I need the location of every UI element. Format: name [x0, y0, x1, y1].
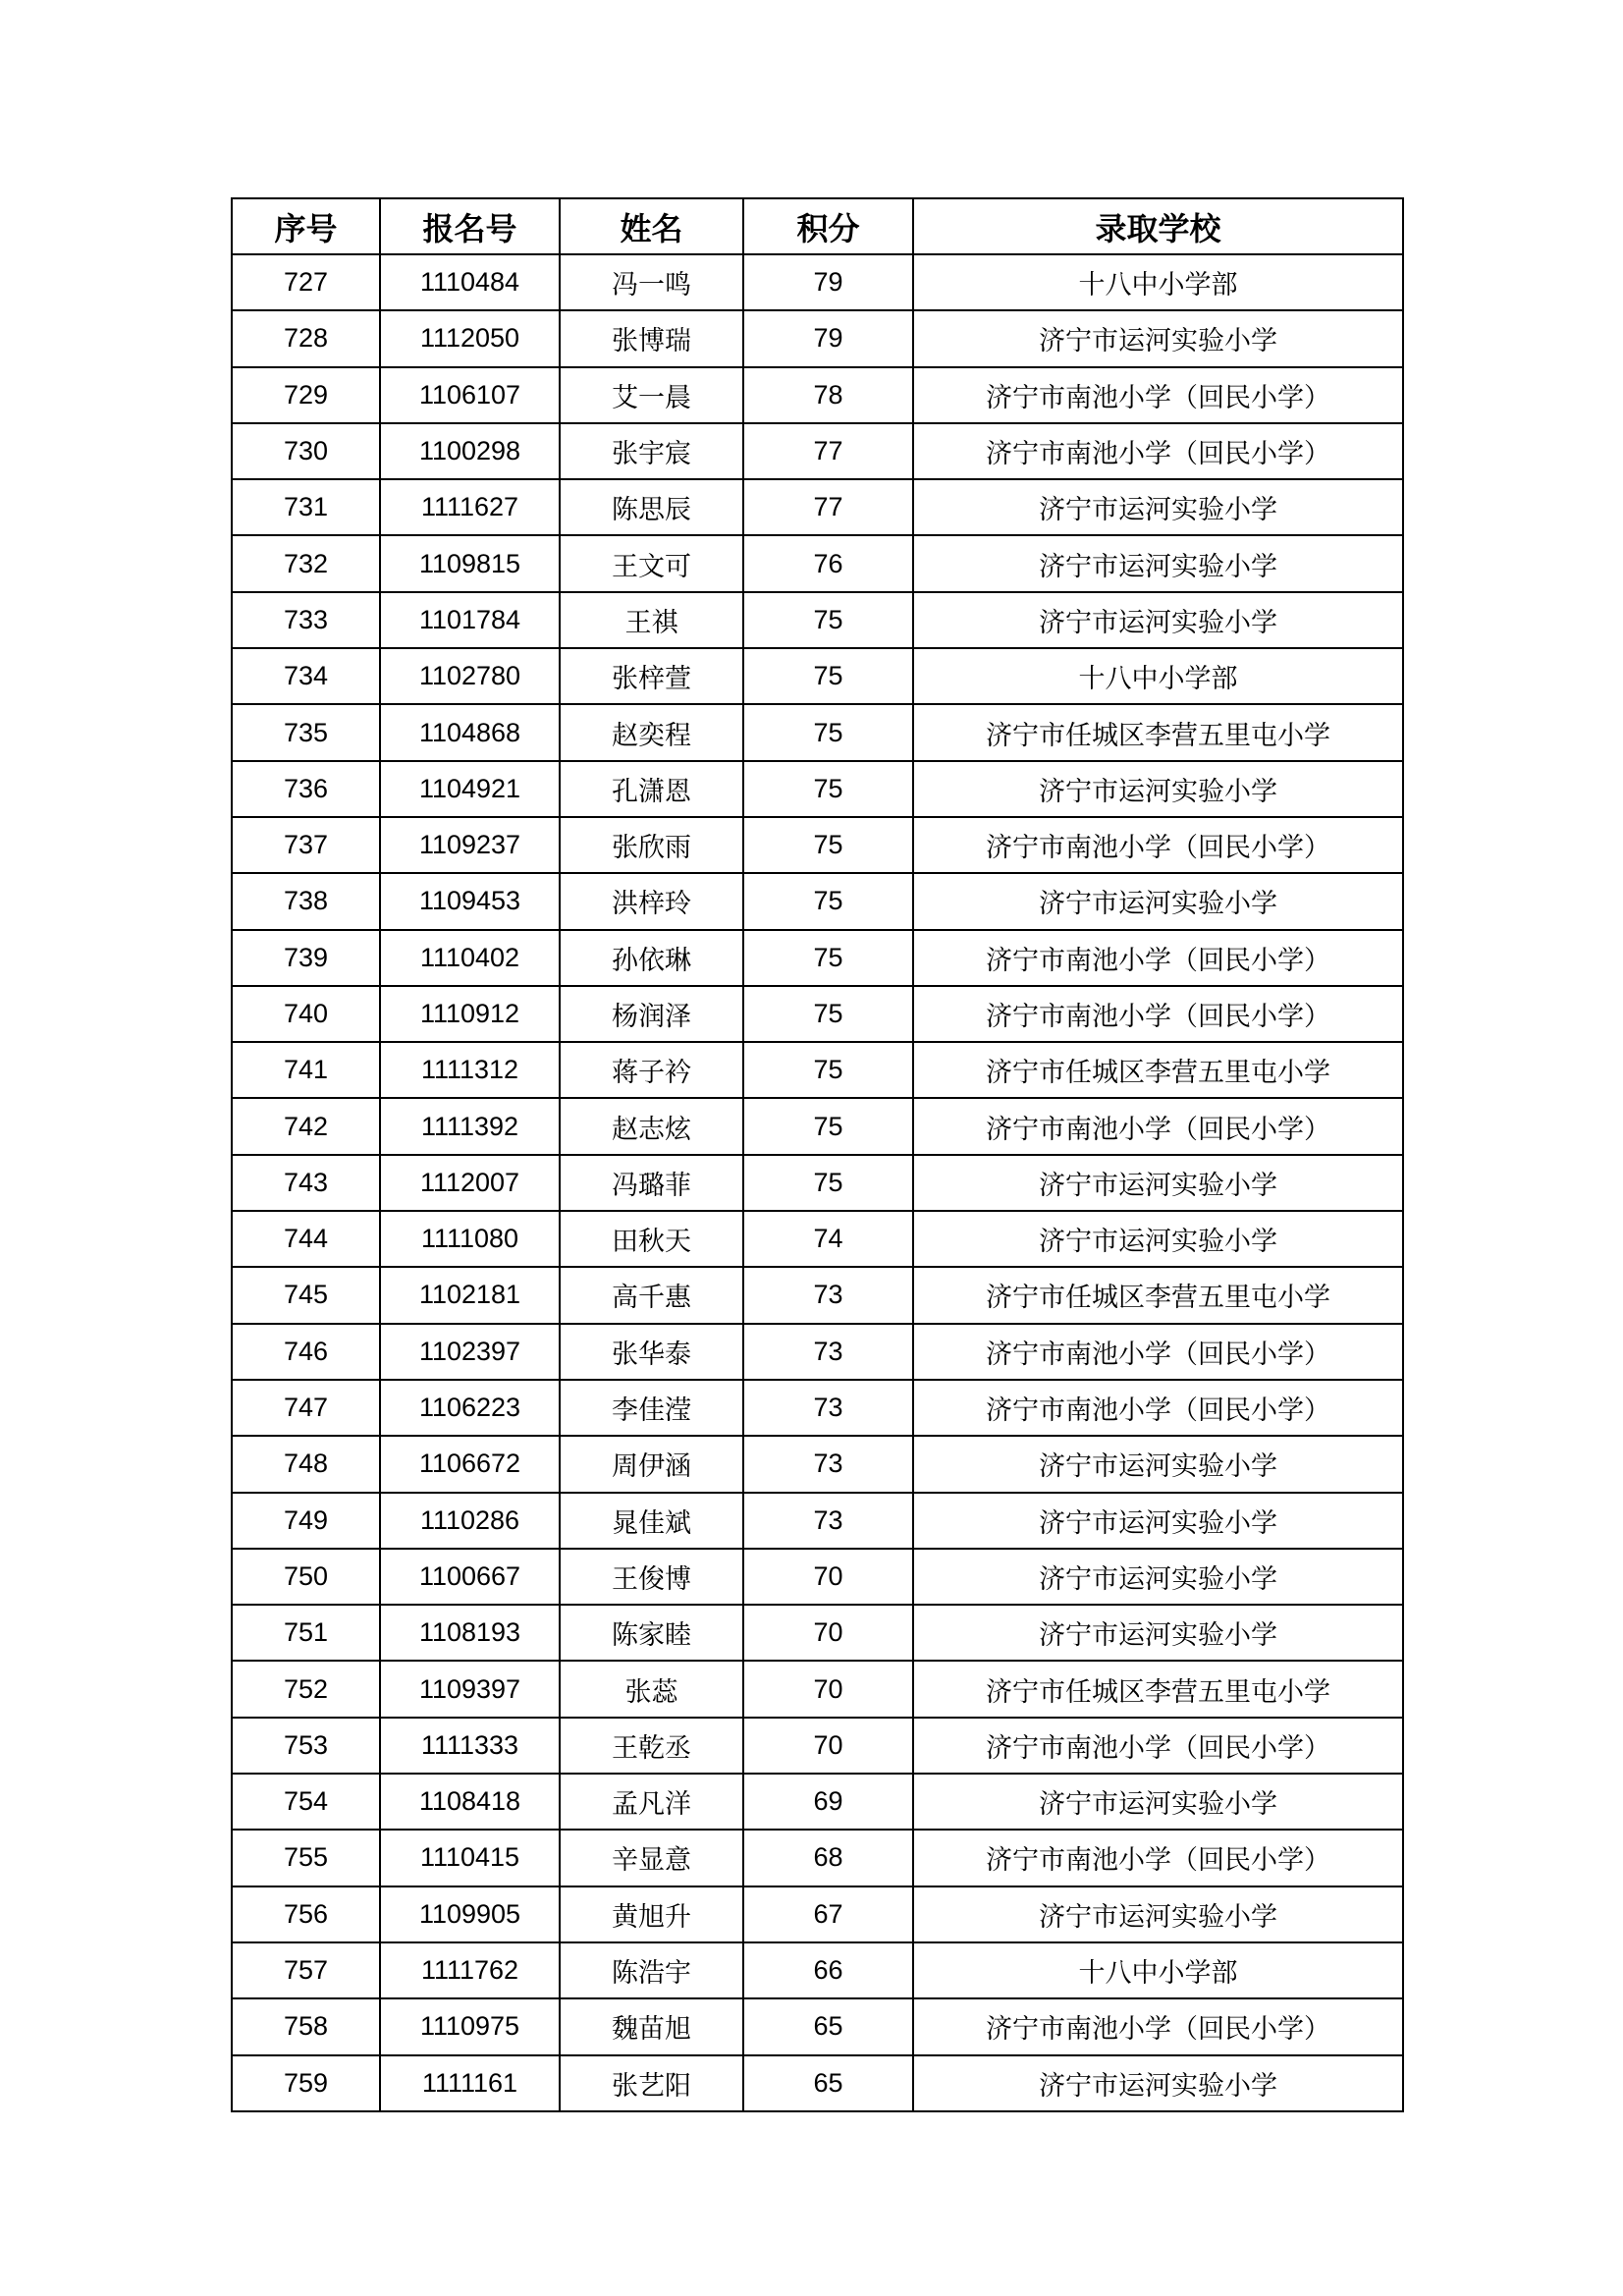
cell-reg-no: 1100667 — [380, 1549, 560, 1605]
cell-name: 张宇宸 — [560, 423, 743, 479]
cell-name: 王文可 — [560, 535, 743, 591]
table-header — [232, 198, 1403, 254]
header-school: 录取学校 — [913, 198, 1403, 254]
cell-reg-no: 1106107 — [380, 367, 560, 423]
cell-score: 70 — [743, 1605, 913, 1661]
cell-school: 济宁市运河实验小学 — [913, 310, 1403, 366]
cell-seq: 732 — [232, 535, 380, 591]
cell-score: 65 — [743, 2055, 913, 2111]
cell-name: 张艺阳 — [560, 2055, 743, 2111]
cell-school: 十八中小学部 — [913, 1942, 1403, 1998]
cell-score: 75 — [743, 761, 913, 817]
cell-school: 济宁市南池小学（回民小学） — [913, 1324, 1403, 1380]
cell-reg-no: 1108193 — [380, 1605, 560, 1661]
cell-school: 济宁市南池小学（回民小学） — [913, 1718, 1403, 1774]
cell-reg-no: 1110286 — [380, 1493, 560, 1549]
cell-seq: 745 — [232, 1267, 380, 1323]
cell-seq: 755 — [232, 1830, 380, 1886]
header-seq: 序号 — [232, 198, 380, 254]
cell-school: 济宁市运河实验小学 — [913, 1774, 1403, 1830]
cell-score: 65 — [743, 1998, 913, 2054]
cell-reg-no: 1109397 — [380, 1661, 560, 1717]
cell-seq: 738 — [232, 873, 380, 929]
cell-school: 济宁市运河实验小学 — [913, 873, 1403, 929]
table-row — [232, 1998, 1403, 2054]
cell-seq: 729 — [232, 367, 380, 423]
cell-reg-no: 1111312 — [380, 1042, 560, 1098]
cell-name: 孔潇恩 — [560, 761, 743, 817]
cell-reg-no: 1109905 — [380, 1886, 560, 1942]
cell-score: 73 — [743, 1324, 913, 1380]
cell-school: 济宁市南池小学（回民小学） — [913, 930, 1403, 986]
cell-seq: 739 — [232, 930, 380, 986]
cell-seq: 734 — [232, 648, 380, 704]
cell-score: 73 — [743, 1267, 913, 1323]
cell-score: 74 — [743, 1211, 913, 1267]
table-row — [232, 479, 1403, 535]
header-reg-no: 报名号 — [380, 198, 560, 254]
cell-seq: 733 — [232, 592, 380, 648]
table-row — [232, 1605, 1403, 1661]
cell-school: 济宁市南池小学（回民小学） — [913, 1830, 1403, 1886]
table-row — [232, 1718, 1403, 1774]
cell-school: 济宁市任城区李营五里屯小学 — [913, 1267, 1403, 1323]
table-row — [232, 1267, 1403, 1323]
cell-name: 蒋子衿 — [560, 1042, 743, 1098]
cell-score: 67 — [743, 1886, 913, 1942]
cell-school: 济宁市南池小学（回民小学） — [913, 1380, 1403, 1436]
cell-seq: 752 — [232, 1661, 380, 1717]
cell-seq: 740 — [232, 986, 380, 1042]
header-score: 积分 — [743, 198, 913, 254]
cell-name: 孙依琳 — [560, 930, 743, 986]
cell-seq: 756 — [232, 1886, 380, 1942]
cell-school: 济宁市南池小学（回民小学） — [913, 1098, 1403, 1154]
cell-score: 77 — [743, 423, 913, 479]
cell-school: 济宁市运河实验小学 — [913, 2055, 1403, 2111]
cell-reg-no: 1110415 — [380, 1830, 560, 1886]
cell-score: 73 — [743, 1436, 913, 1492]
cell-name: 陈家睦 — [560, 1605, 743, 1661]
cell-reg-no: 1111080 — [380, 1211, 560, 1267]
cell-score: 78 — [743, 367, 913, 423]
cell-seq: 741 — [232, 1042, 380, 1098]
cell-seq: 743 — [232, 1155, 380, 1211]
cell-school: 济宁市南池小学（回民小学） — [913, 1998, 1403, 2054]
table-row — [232, 817, 1403, 873]
cell-score: 70 — [743, 1549, 913, 1605]
cell-school: 十八中小学部 — [913, 254, 1403, 310]
cell-seq: 727 — [232, 254, 380, 310]
cell-score: 77 — [743, 479, 913, 535]
cell-reg-no: 1111161 — [380, 2055, 560, 2111]
cell-reg-no: 1106672 — [380, 1436, 560, 1492]
cell-name: 王祺 — [560, 592, 743, 648]
cell-name: 孟凡洋 — [560, 1774, 743, 1830]
table-row — [232, 1493, 1403, 1549]
cell-name: 冯一鸣 — [560, 254, 743, 310]
cell-score: 69 — [743, 1774, 913, 1830]
cell-name: 晁佳斌 — [560, 1493, 743, 1549]
cell-name: 张蕊 — [560, 1661, 743, 1717]
table-row — [232, 1380, 1403, 1436]
cell-reg-no: 1111762 — [380, 1942, 560, 1998]
cell-score: 76 — [743, 535, 913, 591]
cell-school: 济宁市运河实验小学 — [913, 1155, 1403, 1211]
cell-school: 十八中小学部 — [913, 648, 1403, 704]
table-row — [232, 1774, 1403, 1830]
cell-school: 济宁市南池小学（回民小学） — [913, 367, 1403, 423]
cell-name: 张华泰 — [560, 1324, 743, 1380]
cell-reg-no: 1110975 — [380, 1998, 560, 2054]
cell-reg-no: 1111392 — [380, 1098, 560, 1154]
cell-school: 济宁市南池小学（回民小学） — [913, 423, 1403, 479]
cell-score: 73 — [743, 1380, 913, 1436]
cell-school: 济宁市运河实验小学 — [913, 1886, 1403, 1942]
cell-school: 济宁市运河实验小学 — [913, 1549, 1403, 1605]
cell-school: 济宁市运河实验小学 — [913, 1493, 1403, 1549]
cell-seq: 728 — [232, 310, 380, 366]
cell-reg-no: 1104868 — [380, 704, 560, 760]
table-row — [232, 367, 1403, 423]
cell-name: 张欣雨 — [560, 817, 743, 873]
table-row — [232, 592, 1403, 648]
cell-reg-no: 1102181 — [380, 1267, 560, 1323]
cell-reg-no: 1109453 — [380, 873, 560, 929]
cell-score: 75 — [743, 986, 913, 1042]
cell-seq: 747 — [232, 1380, 380, 1436]
cell-name: 张梓萱 — [560, 648, 743, 704]
cell-reg-no: 1102780 — [380, 648, 560, 704]
cell-score: 79 — [743, 310, 913, 366]
cell-school: 济宁市运河实验小学 — [913, 1211, 1403, 1267]
cell-score: 75 — [743, 648, 913, 704]
cell-name: 魏苗旭 — [560, 1998, 743, 2054]
table-row — [232, 1942, 1403, 1998]
cell-name: 洪梓玲 — [560, 873, 743, 929]
cell-reg-no: 1112007 — [380, 1155, 560, 1211]
table-row — [232, 1436, 1403, 1492]
cell-score: 70 — [743, 1718, 913, 1774]
table-row — [232, 254, 1403, 310]
cell-reg-no: 1104921 — [380, 761, 560, 817]
cell-name: 杨润泽 — [560, 986, 743, 1042]
table-row — [232, 1549, 1403, 1605]
cell-score: 75 — [743, 1042, 913, 1098]
cell-school: 济宁市运河实验小学 — [913, 761, 1403, 817]
cell-score: 75 — [743, 704, 913, 760]
cell-school: 济宁市南池小学（回民小学） — [913, 817, 1403, 873]
admission-table — [231, 197, 1404, 2112]
cell-score: 66 — [743, 1942, 913, 1998]
table-row — [232, 1661, 1403, 1717]
cell-score: 75 — [743, 817, 913, 873]
cell-score: 75 — [743, 1098, 913, 1154]
table-row — [232, 873, 1403, 929]
table-row — [232, 704, 1403, 760]
cell-reg-no: 1109815 — [380, 535, 560, 591]
cell-score: 75 — [743, 930, 913, 986]
cell-seq: 735 — [232, 704, 380, 760]
cell-school: 济宁市任城区李营五里屯小学 — [913, 1042, 1403, 1098]
cell-seq: 759 — [232, 2055, 380, 2111]
cell-school: 济宁市任城区李营五里屯小学 — [913, 704, 1403, 760]
cell-seq: 749 — [232, 1493, 380, 1549]
cell-seq: 742 — [232, 1098, 380, 1154]
cell-seq: 758 — [232, 1998, 380, 2054]
cell-reg-no: 1112050 — [380, 310, 560, 366]
cell-seq: 748 — [232, 1436, 380, 1492]
cell-name: 陈思辰 — [560, 479, 743, 535]
cell-seq: 730 — [232, 423, 380, 479]
table-row — [232, 761, 1403, 817]
cell-score: 75 — [743, 1155, 913, 1211]
cell-name: 赵志炫 — [560, 1098, 743, 1154]
cell-seq: 744 — [232, 1211, 380, 1267]
cell-name: 王俊博 — [560, 1549, 743, 1605]
cell-seq: 736 — [232, 761, 380, 817]
table-row — [232, 930, 1403, 986]
cell-reg-no: 1109237 — [380, 817, 560, 873]
table-row — [232, 1155, 1403, 1211]
cell-score: 68 — [743, 1830, 913, 1886]
table-row — [232, 1211, 1403, 1267]
cell-school: 济宁市任城区李营五里屯小学 — [913, 1661, 1403, 1717]
table-row — [232, 423, 1403, 479]
cell-name: 艾一晨 — [560, 367, 743, 423]
cell-reg-no: 1111333 — [380, 1718, 560, 1774]
header-name: 姓名 — [560, 198, 743, 254]
cell-name: 高千惠 — [560, 1267, 743, 1323]
cell-school: 济宁市运河实验小学 — [913, 592, 1403, 648]
cell-name: 黄旭升 — [560, 1886, 743, 1942]
cell-name: 赵奕程 — [560, 704, 743, 760]
cell-name: 周伊涵 — [560, 1436, 743, 1492]
table-row — [232, 535, 1403, 591]
cell-name: 王乾丞 — [560, 1718, 743, 1774]
cell-name: 冯璐菲 — [560, 1155, 743, 1211]
table-row — [232, 1042, 1403, 1098]
cell-school: 济宁市运河实验小学 — [913, 535, 1403, 591]
cell-school: 济宁市运河实验小学 — [913, 1436, 1403, 1492]
cell-reg-no: 1101784 — [380, 592, 560, 648]
cell-seq: 754 — [232, 1774, 380, 1830]
header-row — [232, 198, 1403, 254]
cell-score: 79 — [743, 254, 913, 310]
cell-name: 田秋天 — [560, 1211, 743, 1267]
table-row — [232, 1886, 1403, 1942]
table-body — [232, 254, 1403, 2111]
cell-score: 73 — [743, 1493, 913, 1549]
cell-seq: 737 — [232, 817, 380, 873]
cell-school: 济宁市南池小学（回民小学） — [913, 986, 1403, 1042]
cell-school: 济宁市运河实验小学 — [913, 1605, 1403, 1661]
table-row — [232, 310, 1403, 366]
table-row — [232, 1098, 1403, 1154]
cell-school: 济宁市运河实验小学 — [913, 479, 1403, 535]
cell-seq: 746 — [232, 1324, 380, 1380]
table-row — [232, 986, 1403, 1042]
cell-score: 70 — [743, 1661, 913, 1717]
cell-seq: 751 — [232, 1605, 380, 1661]
cell-score: 75 — [743, 592, 913, 648]
cell-name: 李佳滢 — [560, 1380, 743, 1436]
cell-name: 辛显意 — [560, 1830, 743, 1886]
cell-reg-no: 1106223 — [380, 1380, 560, 1436]
cell-reg-no: 1110912 — [380, 986, 560, 1042]
table-row — [232, 648, 1403, 704]
cell-reg-no: 1110484 — [380, 254, 560, 310]
cell-seq: 757 — [232, 1942, 380, 1998]
cell-reg-no: 1108418 — [380, 1774, 560, 1830]
cell-seq: 731 — [232, 479, 380, 535]
cell-reg-no: 1111627 — [380, 479, 560, 535]
cell-seq: 750 — [232, 1549, 380, 1605]
cell-reg-no: 1102397 — [380, 1324, 560, 1380]
cell-reg-no: 1100298 — [380, 423, 560, 479]
table-row — [232, 1830, 1403, 1886]
cell-score: 75 — [743, 873, 913, 929]
cell-name: 陈浩宇 — [560, 1942, 743, 1998]
table-row — [232, 2055, 1403, 2111]
table-row — [232, 1324, 1403, 1380]
cell-reg-no: 1110402 — [380, 930, 560, 986]
cell-seq: 753 — [232, 1718, 380, 1774]
cell-name: 张博瑞 — [560, 310, 743, 366]
